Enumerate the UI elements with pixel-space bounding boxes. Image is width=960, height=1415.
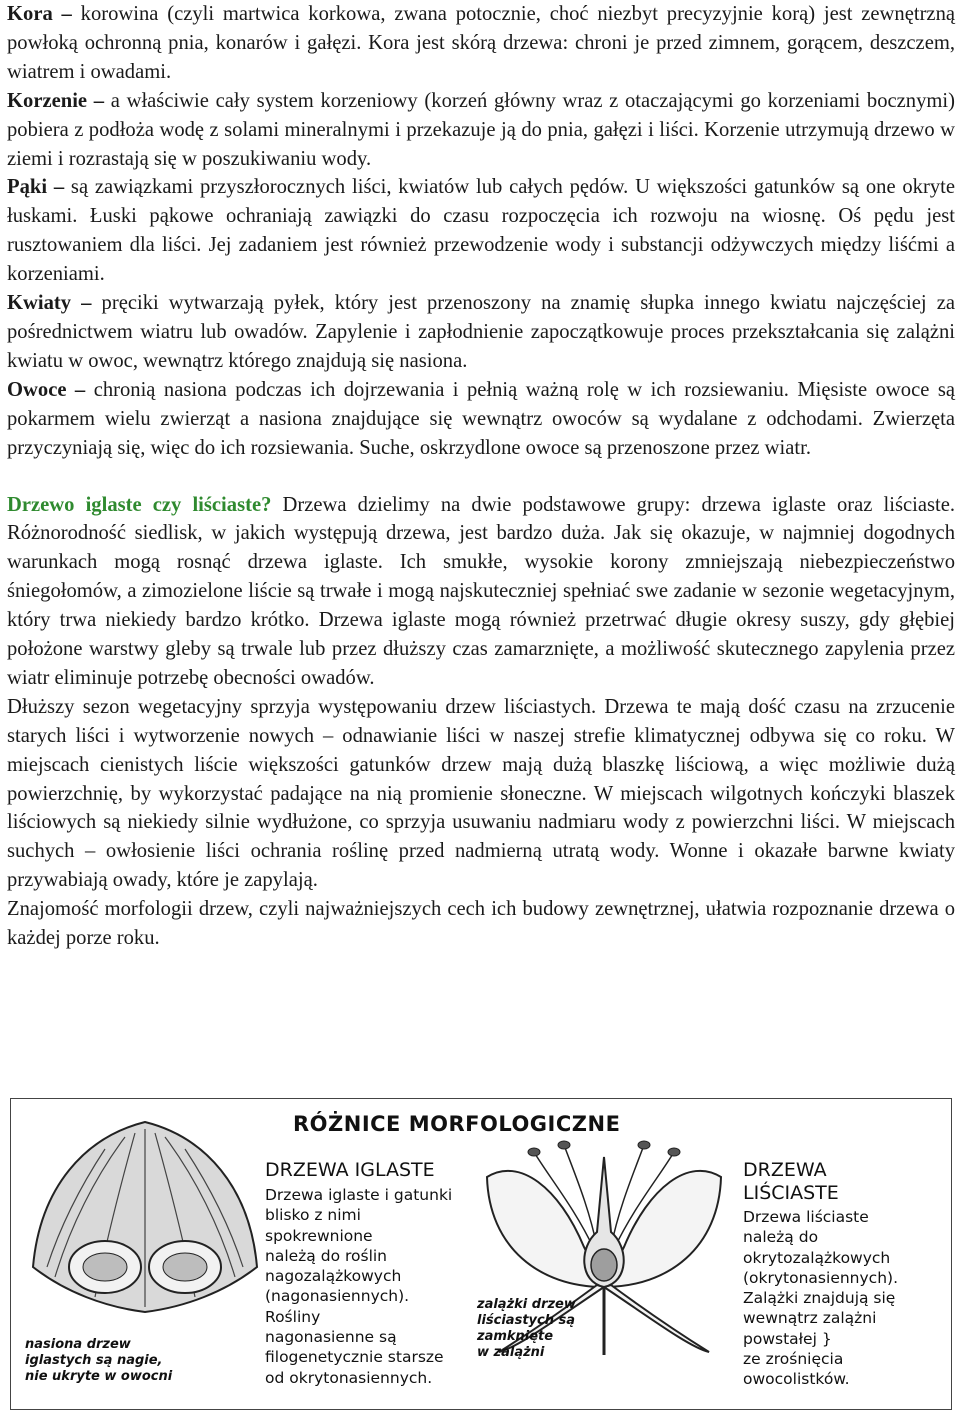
term-kora: Kora – [7, 3, 72, 25]
text-paki: są zawiązkami przyszłorocznych liści, kwiatów lub całych pędów. U większości gatunków są one okryte łuskami. Łuski pąkowe ochraniają zawiązki do czasu rozpoczęcia ich rozwoju na wiosnę. Oś pędu jest rusztowaniem dla liści. Jej zadaniem jest również przewodzenie wody i substancji odżywczych między liśćmi a korzeniami. [7, 176, 955, 286]
deciduous-line: Zalążki znajdują się [743, 1289, 896, 1308]
ovules-caption-line: w zalążni [477, 1345, 545, 1360]
conifers-heading: DRZEWA IGLASTE [265, 1159, 435, 1181]
seeds-caption-line: nasiona drzew [25, 1337, 131, 1352]
conifers-line: Rośliny [265, 1307, 321, 1326]
paragraph-owoce [7, 376, 955, 463]
deciduous-heading-line: LIŚCIASTE [743, 1182, 839, 1204]
paragraph-iglaste [7, 491, 955, 693]
deciduous-line: okrytozalążkowych [743, 1248, 891, 1267]
conifers-line: od okrytonasiennych. [265, 1368, 433, 1387]
deciduous-line: Drzewa liściaste [743, 1208, 869, 1226]
conifers-line: blisko z nimi [265, 1206, 361, 1225]
deciduous-heading-line: DRZEWA [743, 1159, 827, 1181]
seeds-caption-line: iglastych są nagie, [25, 1353, 163, 1368]
term-owoce: Owoce – [7, 378, 86, 401]
conifers-line: (nagonasiennych). [265, 1287, 410, 1306]
figure-title: RÓŻNICE MORFOLOGICZNE [293, 1112, 621, 1136]
section-heading-iglaste: Drzewo iglaste czy liściaste? [7, 493, 272, 516]
paragraph-korzenie [7, 87, 955, 174]
conifers-line: spokrewnione [265, 1226, 373, 1245]
conifers-line: nagozalążkowych [265, 1267, 402, 1286]
paragraph-kwiaty [7, 289, 955, 376]
article [7, 0, 955, 953]
deciduous-line: powstałej } [743, 1329, 832, 1348]
ovules-caption [477, 1297, 576, 1361]
text-korzenie: a właściwie cały system korzeniowy (korzeń główny wraz z otaczającymi go korzeniami bocznymi) pobiera z podłoża wodę z solami mineralnymi i przekazuje ją do pnia, gałęzi i liści. Korzenie utrzymują drzewo w ziemi i rozrastają się w poszukiwaniu wody. [7, 89, 955, 170]
seeds-caption [25, 1337, 172, 1385]
deciduous-line: należą do [743, 1228, 819, 1247]
paragraph-paki [7, 173, 955, 289]
conifers-line: należą do roślin [265, 1246, 388, 1265]
paragraph-lisciaste: Dłuższy sezon wegetacyjny sprzyja występowaniu drzew liściastych. Drzewa te mają dość czasu na zrzucenie starych liści i wytworzenie nowych – odnawianie liści w naszej strefie klimatycznej odbywa się co roku. W miejscach cienistych liście większości gatunków drzew mają dużą blaszkę liściową, a więc możliwie dużą powierzchnię, by wykorzystać padające na nią promienie słoneczne. W miejscach wilgotnych kończyki blaszek liściowych są niekiedy silnie wydłużone, co sprzyja usuwaniu nadmiaru wody z powierzchni liści. W miejscach suchych – owłosienie liści ochrania roślinę przed nadmierną utratą wody. Wonne i okazałe barwne kwiaty przywabiają owady, które je zapylają. [7, 695, 955, 892]
paragraph-kora [7, 0, 955, 87]
ovules-caption-line: liściastych są [477, 1313, 576, 1328]
term-paki: Pąki – [7, 176, 65, 199]
conifers-line: nagonasienne są [265, 1328, 397, 1347]
morphology-figure [10, 1098, 952, 1410]
conifers-description [265, 1185, 452, 1388]
conifers-line: Drzewa iglaste i gatunki [265, 1186, 453, 1204]
text-kwiaty: pręciki wytwarzają pyłek, który jest przenoszony na znamię słupka innego kwiatu najczęściej za pośrednictwem wiatru lub owadów. Zapylenie i zapłodnienie zapoczątkowuje proces przekształcania się zalążni kwiatu w owoc, wewnątrz którego znajdują się nasiona. [7, 292, 955, 372]
ovules-caption-line: zamknięte [477, 1329, 554, 1344]
deciduous-line: owocolistków. [743, 1370, 850, 1389]
paragraph-gap [7, 463, 955, 491]
text-iglaste: Drzewa dzielimy na dwie podstawowe grupy: drzewa iglaste oraz liściaste. Różnorodność siedlisk, w jakich występują drzewa, jest bardzo duża. Jak się okazuje, w najmniej dogodnych warunkach mogą rosnąć drzewa iglaste. Ich smukłe, wysokie korony zmniejszają niebezpieczeństwo śniegołomów, a zimozielone liście są trwałe i mogą najskuteczniej spełniać swe zadanie w sezonie wegetacyjnym, który trwa niekiedy bardzo krótko. Drzewa iglaste mogą również przetrwać długie okresy suszy, gdy głębiej położone warstwy gleby są trwale lub przez dłuższy czas zamarznięte, a możliwość skutecznego zapylenia przez wiatr eliminuje potrzebę obecności owadów. [7, 493, 955, 689]
term-korzenie: Korzenie – [7, 89, 105, 112]
ovules-caption-line: zalążki drzew [477, 1297, 576, 1312]
conifers-line: filogenetycznie starsze [265, 1348, 444, 1367]
conifer-cone-scale-illustration [25, 1117, 265, 1317]
text-kora: korowina (czyli martwica korkowa, zwana potocznie, choć niezbyt precyzyjnie korą) jest zewnętrzną powłoką ochronną pnia, konarów i gałęzi. Kora jest skórą drzewa: chroni je przed zimnem, gorącem, deszczem, wiatrem i owadami. [7, 3, 956, 83]
deciduous-description [743, 1207, 898, 1390]
term-kwiaty: Kwiaty – [7, 292, 92, 315]
deciduous-heading [743, 1159, 839, 1205]
seeds-caption-line: nie ukryte w owocni [25, 1369, 173, 1384]
deciduous-line: ze zrośnięcia [743, 1350, 844, 1369]
text-owoce: chronią nasiona podczas ich dojrzewania i pełnią ważną rolę w ich rozsiewaniu. Mięsiste owoce są pokarmem wielu zwierząt a nasiona znajdujące się wewnątrz owoców są wydalane z odchodami. Zwierzęta przyczyniają się, więc do ich rozsiewania. Suche, oskrzydlone owoce są przenoszone przez wiatr. [7, 378, 955, 459]
deciduous-line: (okrytonasiennych). [743, 1268, 898, 1287]
deciduous-line: wewnątrz zalążni [743, 1309, 877, 1328]
paragraph-znajomosc: Znajomość morfologii drzew, czyli najważniejszych cech ich budowy zewnętrznej, ułatwia rozpoznanie drzewa o każdej porze roku. [7, 898, 955, 950]
